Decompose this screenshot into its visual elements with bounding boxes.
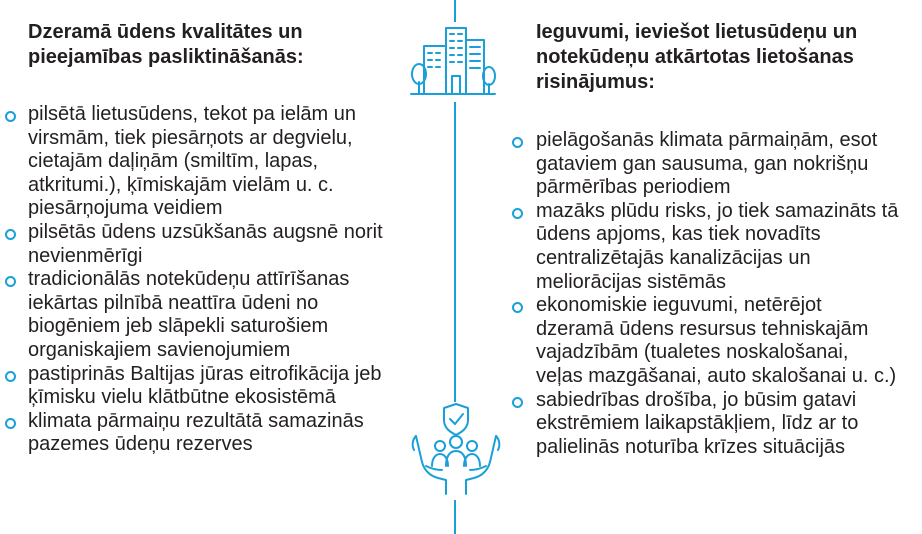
bullet-icon xyxy=(5,371,16,382)
list-item: sabiedrības drošība, jo būsim gatavi ekstrēmiem laikapstākļiem, līdz ar to palielinās noturība krīzes situācijās xyxy=(510,389,915,460)
right-heading-line: notekūdeņu atkārtotas lietošanas xyxy=(536,46,854,68)
list-item: pilsētās ūdens uzsūkšanās augsnē norit nevienmērīgi xyxy=(0,221,410,268)
bullet-icon xyxy=(5,276,16,287)
left-heading xyxy=(28,20,388,70)
bullet-icon xyxy=(512,208,523,219)
right-heading-line: Ieguvumi, ieviešot lietusūdeņu un xyxy=(536,21,858,43)
city-buildings-icon xyxy=(410,24,496,103)
list-item: ekonomiskie ieguvumi, netērējot dzeramā ūdens resursus tehniskajām vajadzībām (tualetes noskalošanai, veļas mazgāšanai, auto skalošanai u. c.) xyxy=(510,294,915,388)
left-heading-line: pieejamības pasliktināšanās: xyxy=(28,46,304,68)
bullet-icon xyxy=(512,397,523,408)
bullet-icon xyxy=(512,137,523,148)
bullet-icon xyxy=(5,229,16,240)
list-item: pastiprinās Baltijas jūras eitrofikācija jeb ķīmisku vielu klātbūtne ekosistēmā xyxy=(0,363,410,410)
list-item: pielāgošanās klimata pārmaiņām, esot gataviem gan sausuma, gan nokrišņu pārmērības periodiem xyxy=(510,129,915,200)
bullet-icon xyxy=(5,418,16,429)
divider-line xyxy=(454,500,456,534)
right-heading-line: risinājumus: xyxy=(536,71,655,93)
left-heading-line: Dzeramā ūdens kvalitātes un xyxy=(28,21,303,43)
right-heading xyxy=(536,20,896,95)
bullet-icon xyxy=(512,302,523,313)
divider-line xyxy=(454,0,456,22)
list-item: tradicionālās notekūdeņu attīrīšanas iekārtas pilnībā neattīra ūdeni no biogēniem jeb slāpekli saturošiem organiskajiem savienojumiem xyxy=(0,268,410,362)
right-list xyxy=(510,129,915,459)
divider-line xyxy=(454,102,456,402)
list-item: mazāks plūdu risks, jo tiek samazināts tā ūdens apjoms, kas tiek novadīts centralizētajās kanalizācijas un meliorācijas sistēmās xyxy=(510,200,915,294)
list-item: klimata pārmaiņu rezultātā samazinās pazemes ūdeņu rezerves xyxy=(0,410,410,457)
left-list xyxy=(0,103,410,457)
community-care-hands-icon xyxy=(402,402,502,503)
list-item: pilsētā lietusūdens, tekot pa ielām un virsmām, tiek piesārņots ar degvielu, cietajām daļiņām (smiltīm, lapas, atkritumi.), ķīmiskajām vielām u. c. piesārņojuma veidiem xyxy=(0,103,410,221)
bullet-icon xyxy=(5,111,16,122)
